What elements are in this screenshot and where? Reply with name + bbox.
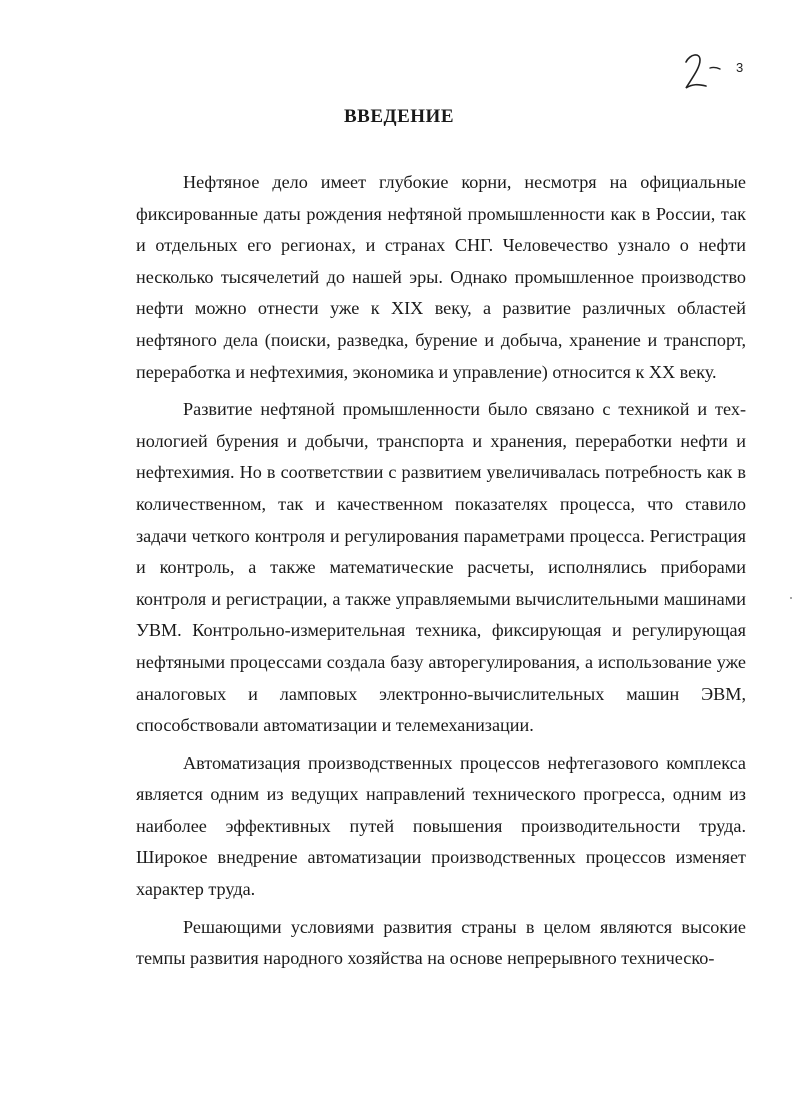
paragraph: Решающими условиями развития страны в целом являются высокие темпы развития народного хозяйства на основе непрерывного техническо- [136, 916, 746, 969]
body-text [136, 167, 746, 981]
document-title: ВВЕДЕНИЕ [344, 106, 454, 127]
paragraph: Нефтяное дело имеет глубокие корни, несмотря на официальные фиксированные даты рождения нефтяной промышленности как в России, так и отдельных его регионах, и странах СНГ. Человечество узнало о нефти несколько тысячелетий до нашей эры. Однако промышленное производство нефти можно отнести уже к XIX веку, а развитие различных областей нефтяного дела (поиски, разведка, бурение и добыча, хранение и транспорт, переработка и нефтехимия, экономика и управление) относится к XX веку. [136, 172, 746, 382]
handwritten-page-mark [680, 48, 724, 94]
paragraph: Автоматизация производственных процессов нефтегазового комплекса является одним из ведущих направлений технического прогресса, одним из наиболее эффективных путей повышения производительности труда. Широкое внедрение автоматизации производственных процессов изменяет характер труда. [136, 752, 746, 900]
paragraph: Развитие нефтяной промышленности было связано с техникой и технологией бурения и добычи, транспорта и хранения, переработки нефти и нефтехимия. Но в соответствии с развитием увеличивалась потребность как в количественном, так и качественном показателях процесса, что ставило задачи четкого контроля и регулирования параметрами процесса. Регистрация и контроль, а также математические расчеты, исполнялись приборами контроля и регистрации, а также управляемыми вычислительными машинами УВМ. Контрольно-измерительная техника, фиксирующая и регулирующая нефтяными процессами создала базу авторегулирования, а использование уже аналоговых и ламповых электронно-вычислительных машин ЭВМ, способствовали автоматизации и телемеханизации. [136, 399, 746, 736]
page-number: 3 [736, 60, 744, 75]
scan-artifact-dot [790, 597, 792, 599]
